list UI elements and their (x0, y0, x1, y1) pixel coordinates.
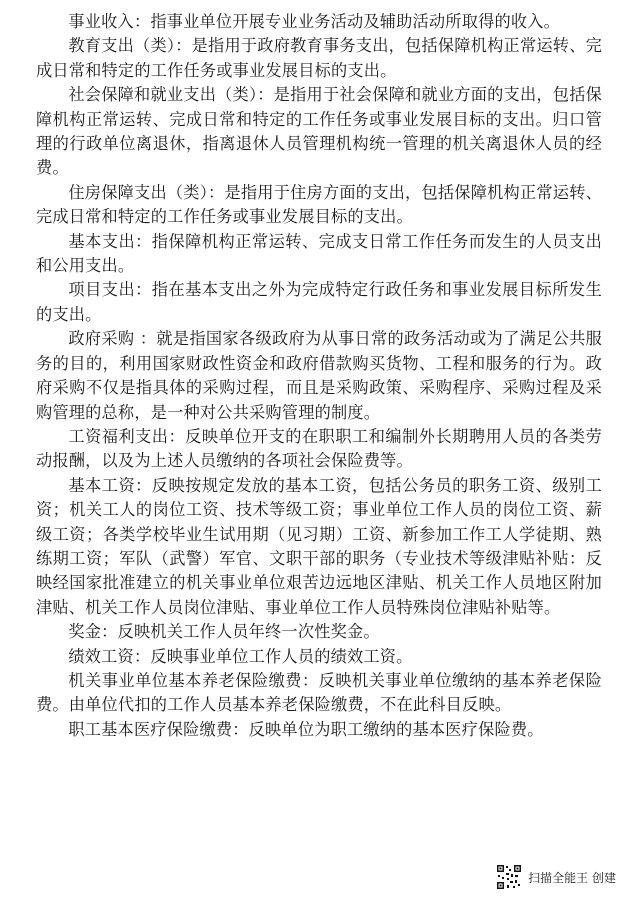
paragraph-bonus: 奖金：反映机关工作人员年终一次性奖金。 (68, 622, 380, 642)
paragraph-business-income: 事业收入：指事业单位开展专业业务活动及辅助活动所取得的收入。 (68, 12, 561, 31)
paragraph-government-procurement: 政府采购 ：就是指国家各级政府为从事日常的政务活动或为了满足公共服务的目的，利用国家财政性资金和政府借款购买货物、工程和服务的行为。政府采购不仅是指具体的采购过程，而且是采购政策、采购程序、采购过程及采购管理的总称，是一种对公共采购管理的制度。 (36, 329, 602, 422)
paragraph-basic-expense: 基本支出：指保障机构正常运转、完成支日常工作任务而发生的人员支出和公用支出。 (36, 231, 602, 276)
paragraph-pension-insurance: 机关事业单位基本养老保险缴费：反映机关事业单位缴纳的基本养老保险费。由单位代扣的工作人员基本养老保险缴费，不在此科目反映。 (36, 670, 602, 715)
document-body (36, 10, 602, 742)
paragraph-medical-insurance: 职工基本医疗保险缴费：反映单位为职工缴纳的基本医疗保险费。 (68, 719, 544, 739)
qr-code-icon (496, 864, 522, 890)
paragraph-performance-wage: 绩效工资：反映事业单位工作人员的绩效工资。 (68, 646, 413, 666)
paragraph-housing-expense: 住房保障支出（类）：是指用于住房方面的支出，包括保障机构正常运转、完成日常和特定的工作任务或事业发展目标的支出。 (36, 182, 602, 227)
paragraph-basic-wage: 基本工资：反映按规定发放的基本工资，包括公务员的职务工资、级别工资；机关工人的岗位工资、技术等级工资；事业单位工作人员的岗位工资、薪级工资；各类学校毕业生试用期（见习期）工资、新参加工作工人学徒期、熟练期工资；军队（武警）军官、文职干部的职务（专业技术等级津贴补贴：反映经国家批准建立的机关事业单位艰苦边远地区津贴、机关工作人员地区附加津贴、机关工作人员岗位津贴、事业单位工作人员特殊岗位津贴补贴等。 (36, 475, 602, 617)
scanner-watermark (496, 864, 616, 890)
watermark-text: 扫描全能王 创建 (528, 870, 616, 885)
paragraph-education-expense: 教育支出（类）：是指用于政府教育事务支出，包括保障机构正常运转、完成日常和特定的工作任务或事业发展目标的支出。 (36, 36, 602, 80)
paragraph-project-expense: 项目支出：指在基本支出之外为完成特定行政任务和事业发展目标所发生的支出。 (36, 280, 602, 324)
paragraph-social-security-expense: 社会保障和就业支出（类）：是指用于社会保障和就业方面的支出，包括保障机构正常运转、完成日常和特定的工作任务或事业发展目标的支出。归口管理的行政单位离退休，指离退休人员管理机构统一管理的机关离退休人员的经费。 (36, 85, 602, 178)
paragraph-wage-welfare: 工资福利支出：反映单位开支的在职职工和编制外长期聘用人员的各类劳动报酬，以及为上述人员缴纳的各项社会保险费等。 (36, 426, 602, 471)
